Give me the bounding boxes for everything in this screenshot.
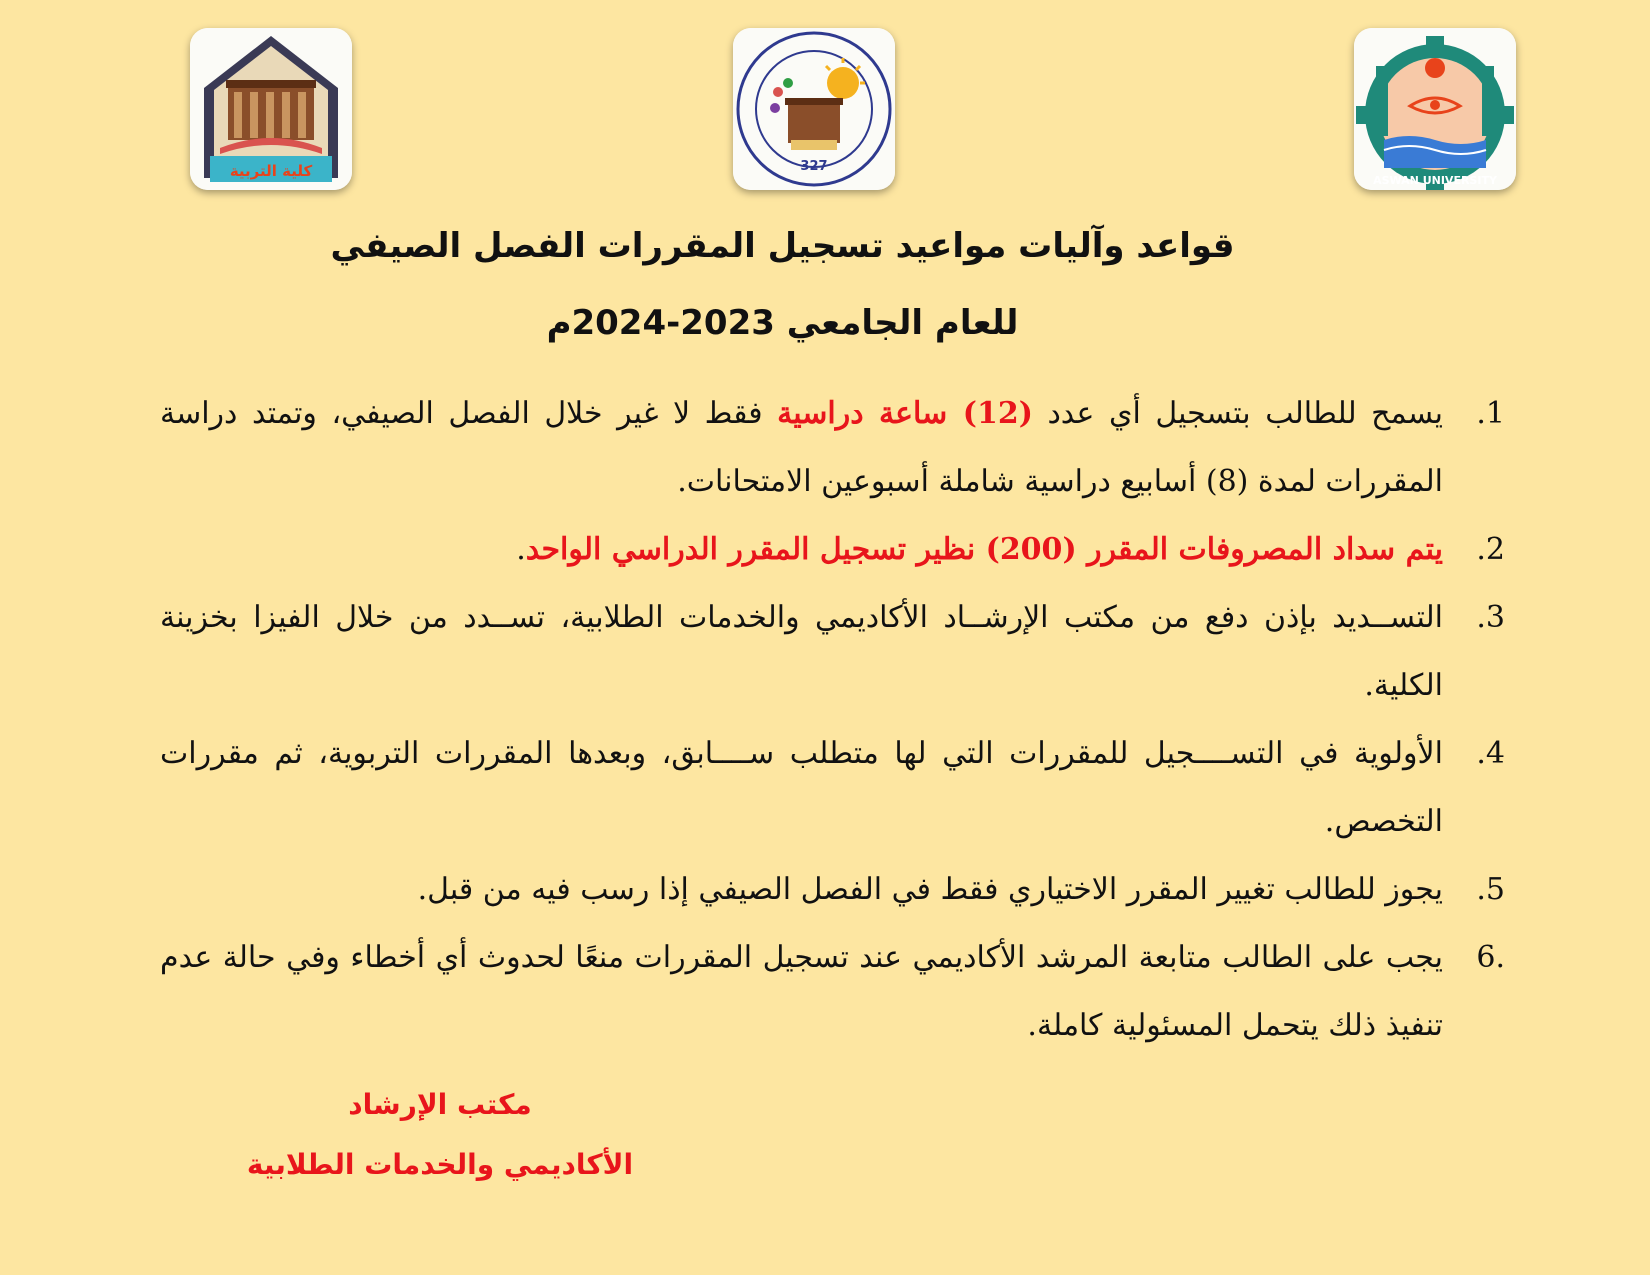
aswan-university-logo — [1354, 28, 1516, 190]
svg-text:كلية التربية: كلية التربية — [229, 162, 313, 180]
rule-text: يسمح للطالب بتسجيل أي عدد — [1032, 396, 1443, 431]
signature-office: مكتب الإرشاد — [348, 1088, 532, 1121]
page-title: قواعد وآليات مواعيد تسجيل المقررات الفصل الصيفي — [330, 226, 1235, 266]
academic-advising-office-logo — [733, 28, 895, 190]
rule-number: 5. — [1476, 872, 1505, 907]
faculty-of-education-logo — [190, 28, 352, 190]
rule-item-5 — [160, 856, 1505, 924]
rule-item-2 — [160, 516, 1505, 584]
rule-period: . — [516, 532, 526, 567]
rule-number: 4. — [1476, 736, 1505, 771]
rule-text: يتم سداد المصروفات المقرر (200) نظير تسجيل المقرر الدراسي الواحد — [525, 532, 1443, 567]
rule-text: فقط لا غير خلال الفصل الصيفي، وتمتد دراسة المقررات لمدة (8) أسابيع دراسية شاملة أسبوعين الامتحانات. — [160, 396, 1443, 499]
rule-highlight: (12) ساعة دراسية — [777, 396, 1033, 431]
svg-text:ASWAN UNIVERSITY: ASWAN UNIVERSITY — [1373, 174, 1497, 187]
rule-item-3 — [160, 584, 1505, 720]
rule-text: يجب على الطالب متابعة المرشد الأكاديمي عند تسجيل المقررات منعًا لحدوث أي أخطاء وفي حالة عدم تنفيذ ذلك يتحمل المسئولية كاملة. — [160, 940, 1443, 1043]
rules-list — [160, 380, 1505, 1060]
signature-department: الأكاديمي والخدمات الطلابية — [246, 1148, 634, 1181]
rule-number: 3. — [1476, 600, 1505, 635]
rule-number: 2. — [1476, 532, 1505, 567]
rule-item-6 — [160, 924, 1505, 1060]
rule-number: .6 — [1476, 940, 1505, 975]
svg-text:327: 327 — [800, 159, 828, 174]
rule-text: التســديد بإذن دفع من مكتب الإرشــاد الأكاديمي والخدمات الطلابية، تســدد من خلال الفيزا بخزينة الكلية. — [160, 600, 1443, 703]
academic-year-subtitle: للعام الجامعي 2023-2024م — [546, 303, 1019, 343]
rule-text: الأولوية في التســــجيل للمقررات التي لها متطلب ســــابق، وبعدها المقررات التربوية، ثم مقررات التخصص. — [160, 736, 1443, 839]
rule-text: يجوز للطالب تغيير المقرر الاختياري فقط في الفصل الصيفي إذا رسب فيه من قبل. — [417, 872, 1443, 907]
rule-number: 1. — [1476, 396, 1505, 431]
rule-item-4 — [160, 720, 1505, 856]
rule-item-1 — [160, 380, 1505, 516]
